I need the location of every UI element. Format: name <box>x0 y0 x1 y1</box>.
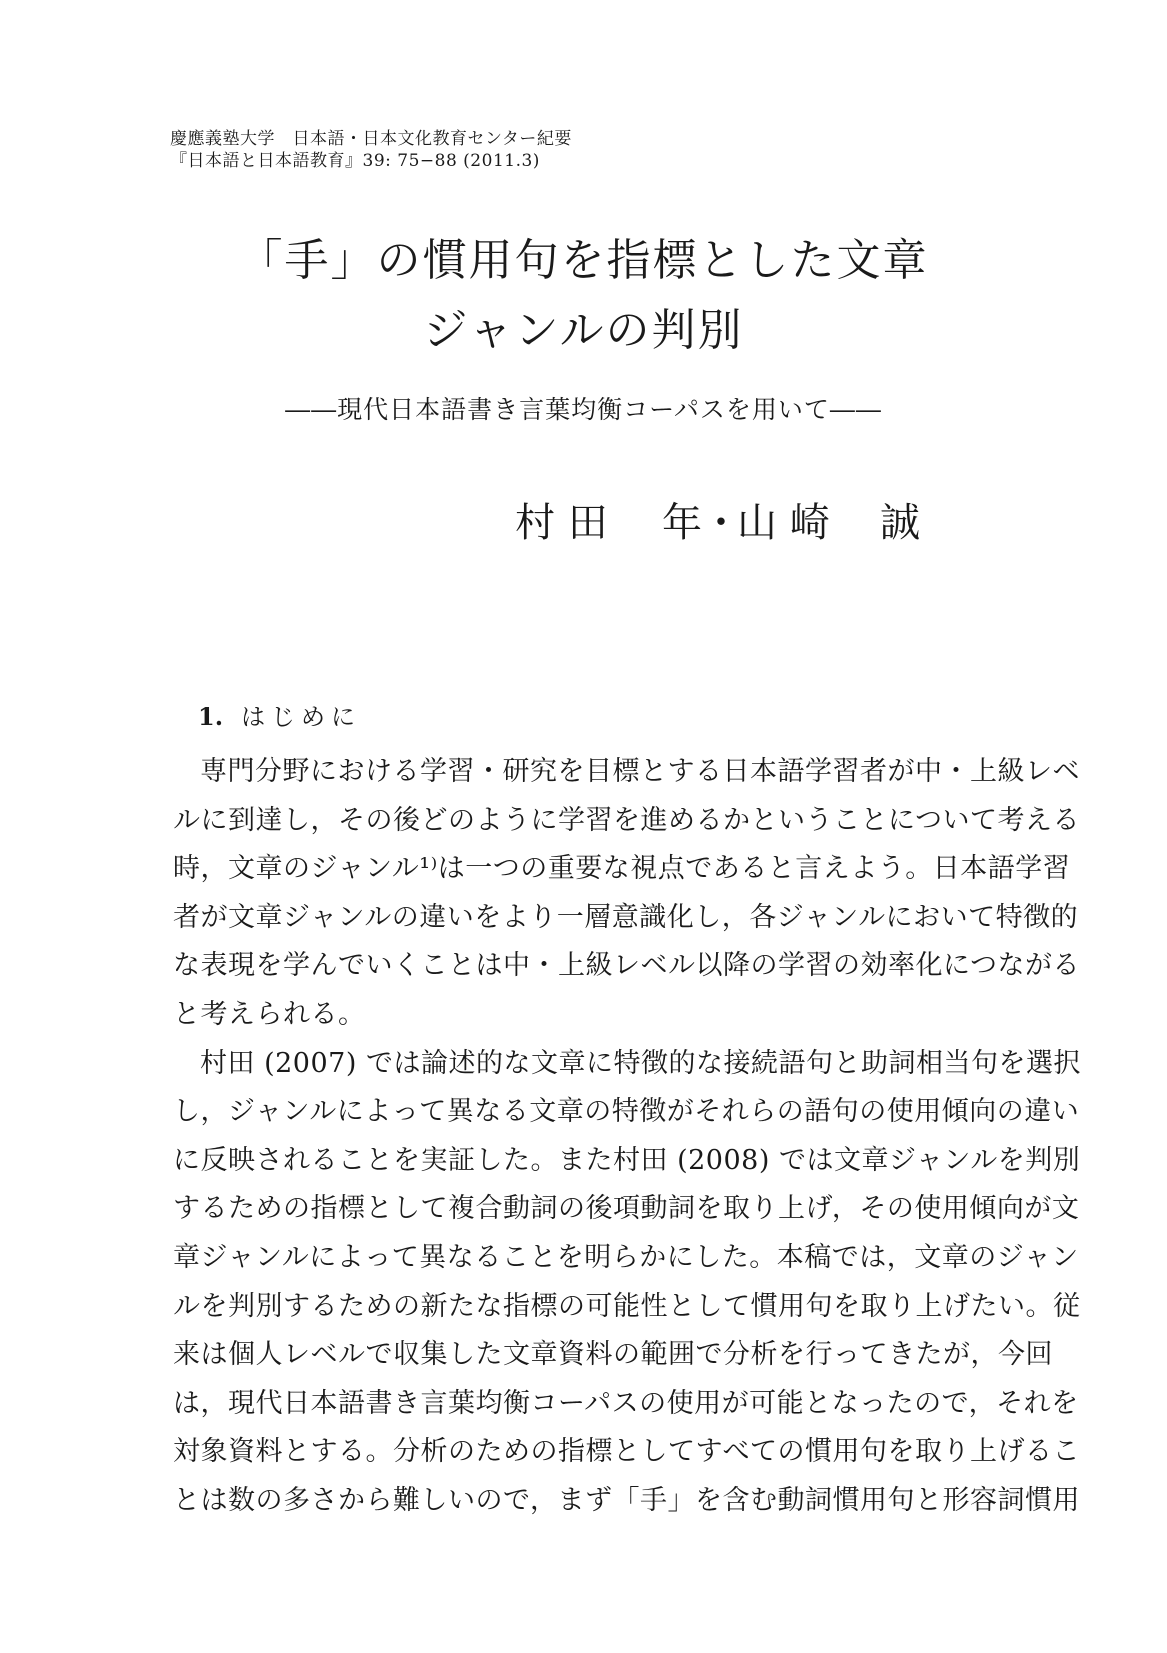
body-line: な表現を学んでいくことは中・上級レベル以降の学習の効率化につながる <box>173 950 1080 982</box>
body-line: ルを判別するための新たな指標の可能性として慣用句を取り上げたい。従 <box>173 1290 1081 1322</box>
body-line: とは数の多さから難しいので，まず「手」を含む動詞慣用句と形容詞慣用 <box>173 1484 1080 1516</box>
author-2-given-name: 誠 <box>880 500 920 546</box>
body-line: 対象資料とする。分析のための指標としてすべての慣用句を取り上げるこ <box>173 1436 1080 1468</box>
section-heading <box>198 700 361 734</box>
section-number: 1. <box>198 702 224 731</box>
body-line: するための指標として複合動詞の後項動詞を取り上げ，その使用傾向が文 <box>173 1193 1080 1225</box>
body-line: に反映されることを実証した。また村田 (2008) では文章ジャンルを判別 <box>173 1144 1081 1176</box>
body-line: 専門分野における学習・研究を目標とする日本語学習者が中・上級レベ <box>200 756 1080 787</box>
title-line-2: ジャンルの判別 <box>423 305 744 356</box>
paper-subtitle: ――現代日本語書き言葉均衡コーパスを用いて―― <box>285 395 882 424</box>
body-text <box>173 748 1081 1526</box>
body-line: と考えられる。 <box>173 998 366 1030</box>
section-title: はじめに <box>241 703 362 731</box>
body-line: 来は個人レベルで収集した文章資料の範囲で分析を行ってきたが，今回 <box>173 1339 1053 1371</box>
body-line: 時，文章のジャンル¹⁾は一つの重要な視点であると言えよう。日本語学習 <box>173 853 1071 885</box>
author-1-family-name: 村 田 <box>515 500 608 546</box>
author-line <box>0 495 1167 551</box>
body-line: 章ジャンルによって異なることを明らかにした。本稿では，文章のジャン <box>173 1241 1079 1273</box>
body-line: 村田 (2007) では論述的な文章に特徴的な接続語句と助詞相当句を選択 <box>200 1047 1081 1079</box>
body-line: 者が文章ジャンルの違いをより一層意識化し，各ジャンルにおいて特徴的 <box>173 901 1079 933</box>
title-line-1: 「手」の慣用句を指標とした文章 <box>238 235 929 286</box>
author-separator: ・ <box>701 500 741 546</box>
body-line: し，ジャンルによって異なる文章の特徴がそれらの語句の使用傾向の違い <box>173 1096 1080 1128</box>
body-line: は，現代日本語書き言葉均衡コーパスの使用が可能となったので，それを <box>173 1387 1079 1419</box>
journal-citation: 『日本語と日本語教育』39: 75−88 (2011.3) <box>170 151 540 171</box>
author-1-given-name: 年 <box>662 500 702 546</box>
journal-header <box>170 128 572 172</box>
journal-name: 慶應義塾大学 日本語・日本文化教育センター紀要 <box>170 129 572 149</box>
body-line: ルに到達し，その後どのように学習を進めるかということについて考える <box>173 804 1080 836</box>
paper-title <box>0 226 1167 366</box>
author-2-family-name: 山 崎 <box>737 500 830 546</box>
